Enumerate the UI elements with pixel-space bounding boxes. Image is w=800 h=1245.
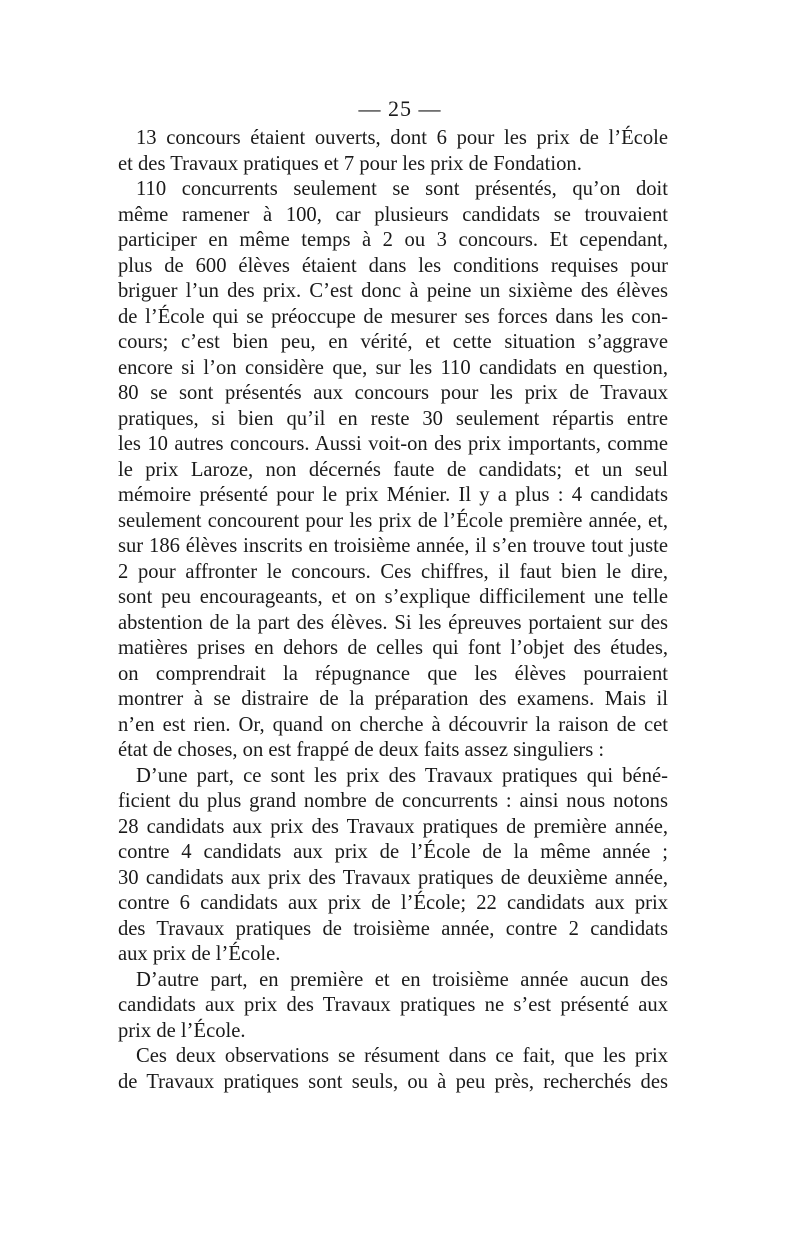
paragraph — [118, 1044, 668, 1095]
text-line: D’autre part, en première et en troisième année aucun des — [136, 968, 668, 991]
text-line: encore si l’on considère que, sur les 110 candidats en question, — [118, 356, 668, 379]
paragraph — [118, 764, 668, 968]
text-line: et des Travaux pratiques et 7 pour les prix de Fondation. — [118, 152, 582, 175]
text-line: sont peu encourageants, et on s’explique difficilement une telle — [118, 586, 668, 608]
text-line: 2 pour affronter le concours. Ces chiffres, il faut bien le dire, — [118, 560, 668, 583]
text-line: briguer l’un des prix. C’est donc à peine un sixième des élèves — [118, 280, 668, 302]
text-line: état de choses, on est frappé de deux faits assez singuliers : — [118, 739, 605, 761]
text-line: de l’École qui se préoccupe de mesurer ses forces dans les con- — [118, 305, 668, 328]
paragraph — [118, 968, 668, 1045]
text-line: n’en est rien. Or, quand on cherche à découvrir la raison de cet — [118, 713, 668, 736]
text-line: contre 6 candidats aux prix de l’École; 22 candidats aux prix — [118, 892, 668, 914]
text-line: Ces deux observations se résument dans ce fait, que les prix — [136, 1045, 668, 1067]
text-line: prix de l’École. — [118, 1019, 246, 1042]
text-line: même ramener à 100, car plusieurs candidats se trouvaient — [118, 203, 668, 226]
text-line: cours; c’est bien peu, en vérité, et cette situation s’aggrave — [118, 331, 668, 353]
paragraph — [118, 177, 668, 764]
text-line: sur 186 élèves inscrits en troisième année, il s’en trouve tout juste — [118, 535, 668, 557]
text-line: candidats aux prix des Travaux pratiques ne s’est présenté aux — [118, 994, 668, 1016]
text-line: 80 se sont présentés aux concours pour les prix de Travaux — [118, 382, 668, 404]
text-line: des Travaux pratiques de troisième année, contre 2 candidats — [118, 917, 668, 940]
text-line: D’une part, ce sont les prix des Travaux pratiques qui béné- — [136, 764, 668, 787]
text-line: 13 concours étaient ouverts, dont 6 pour les prix de l’École — [136, 127, 668, 149]
text-line: 28 candidats aux prix des Travaux pratiques de première année, — [118, 815, 668, 838]
page-number: — 25 — — [358, 96, 442, 121]
text-line: on comprendrait la répugnance que les élèves pourraient — [118, 662, 668, 685]
text-line: aux prix de l’École. — [118, 943, 281, 965]
text-line: pratiques, si bien qu’il en reste 30 seulement répartis entre — [118, 407, 668, 430]
text-line: ficient du plus grand nombre de concurrents : ainsi nous notons — [118, 790, 668, 812]
text-line: 30 candidats aux prix des Travaux pratiques de deuxième année, — [118, 866, 668, 889]
paragraph — [118, 126, 668, 177]
text-line: abstention de la part des élèves. Si les épreuves portaient sur des — [118, 611, 668, 634]
text-line: 110 concurrents seulement se sont présentés, qu’on doit — [136, 178, 668, 200]
text-line: les 10 autres concours. Aussi voit-on des prix importants, comme — [118, 433, 668, 455]
text-line: plus de 600 élèves étaient dans les conditions requises pour — [118, 254, 668, 277]
text-line: seulement concourent pour les prix de l’École première année, et, — [118, 509, 668, 532]
text-line: de Travaux pratiques sont seuls, ou à peu près, recherchés des — [118, 1070, 668, 1093]
text-line: matières prises en dehors de celles qui font l’objet des études, — [118, 637, 668, 659]
text-line: le prix Laroze, non décernés faute de candidats; et un seul — [118, 458, 668, 481]
text-line: montrer à se distraire de la préparation des examens. Mais il — [118, 688, 668, 710]
body-text — [118, 126, 668, 1095]
text-line: participer en même temps à 2 ou 3 concours. Et cependant, — [118, 229, 668, 251]
text-line: contre 4 candidats aux prix de l’École de la même année ; — [118, 841, 668, 863]
text-line: mémoire présenté pour le prix Ménier. Il y a plus : 4 candidats — [118, 484, 668, 506]
